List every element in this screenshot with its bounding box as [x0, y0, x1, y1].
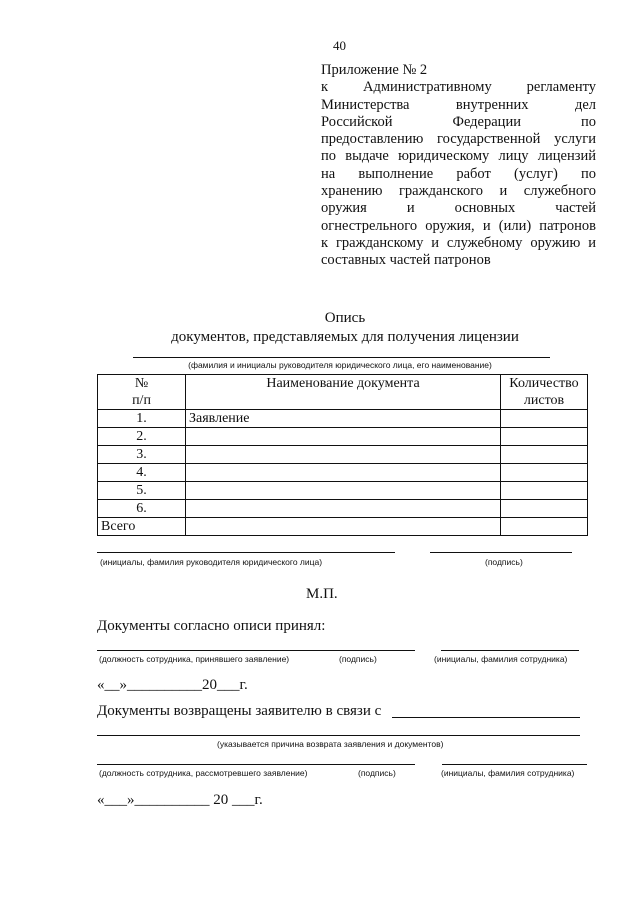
row-quantity: [501, 464, 588, 482]
table-row: [98, 482, 588, 500]
doc-title: Опись: [324, 310, 366, 326]
row-name: [186, 464, 501, 482]
row-number: 5.: [98, 482, 186, 500]
row-number: 1.: [98, 410, 186, 428]
returned-date: «___»__________ 20 ___г.: [97, 792, 263, 808]
table-row: [98, 428, 588, 446]
table-total-row: [98, 518, 588, 536]
head-sign-caption: (подпись): [485, 557, 523, 567]
row-quantity: [501, 500, 588, 518]
head-initials-line: [97, 552, 395, 553]
table-row: [98, 464, 588, 482]
row-quantity: [501, 410, 588, 428]
appendix-line: Министерства внутренних дел: [321, 96, 596, 113]
returned-reason-inline-line: [392, 717, 580, 718]
appendix-line: огнестрельного оружия, и (или) патронов: [321, 217, 596, 234]
accepted-position-line: [97, 650, 415, 651]
total-label: Всего: [98, 518, 186, 536]
appendix-line: на выполнение работ (услуг) по: [321, 165, 596, 182]
appendix-line: хранению гражданского и служебного: [321, 183, 596, 200]
row-number: 3.: [98, 446, 186, 464]
table-row: [98, 410, 588, 428]
row-quantity: [501, 446, 588, 464]
appendix-line: к гражданскому и служебному оружию и: [321, 234, 596, 251]
table-header-row: [98, 375, 588, 410]
page-number: 40: [333, 38, 346, 53]
appendix-line: к Административному регламенту: [321, 79, 596, 96]
appendix-line: Российской Федерации по: [321, 113, 596, 130]
returned-sign-caption: (подпись): [358, 768, 396, 778]
appendix-line: предоставлению государственной услуги: [321, 131, 596, 148]
org-caption: (фамилия и инициалы руководителя юридического лица, его наименование): [188, 360, 492, 370]
table-row: [98, 446, 588, 464]
returned-name-line: [442, 764, 587, 765]
table-row: [98, 500, 588, 518]
row-name: [186, 500, 501, 518]
row-quantity: [501, 482, 588, 500]
returned-position-caption: (должность сотрудника, рассмотревшего заявление): [99, 768, 308, 778]
accepted-date: «__»__________20___г.: [97, 677, 248, 693]
total-name: [186, 518, 501, 536]
header-quantity: Количество листов: [501, 375, 588, 410]
appendix-header: [321, 62, 596, 270]
row-number: 2.: [98, 428, 186, 446]
appendix-line: по выдаче юридическому лицу лицензий: [321, 148, 596, 165]
row-number: 6.: [98, 500, 186, 518]
accepted-name-line: [441, 650, 579, 651]
returned-name-caption: (инициалы, фамилия сотрудника): [441, 768, 575, 778]
returned-text: Документы возвращены заявителю в связи с: [97, 703, 382, 719]
head-sign-line: [430, 552, 572, 553]
head-initials-caption: (инициалы, фамилия руководителя юридического лица): [100, 557, 323, 567]
org-name-line: [133, 357, 550, 358]
row-number: 4.: [98, 464, 186, 482]
row-name: Заявление: [186, 410, 501, 428]
accepted-sign-caption: (подпись): [339, 654, 377, 664]
total-quantity: [501, 518, 588, 536]
appendix-line: составных частей патронов: [321, 252, 491, 269]
header-name: Наименование документа: [186, 375, 501, 410]
documents-table: [97, 374, 588, 536]
accepted-position-caption: (должность сотрудника, принявшего заявление): [99, 654, 290, 664]
appendix-title: Приложение № 2: [321, 62, 428, 78]
doc-subtitle: документов, представляемых для получения лицензии: [171, 329, 519, 345]
accepted-text: Документы согласно описи принял:: [97, 618, 326, 634]
row-name: [186, 482, 501, 500]
stamp-label: М.П.: [306, 586, 338, 602]
row-quantity: [501, 428, 588, 446]
appendix-line: оружия и основных частей: [321, 200, 596, 217]
header-number: № п/п: [98, 375, 186, 410]
row-name: [186, 446, 501, 464]
returned-reason-caption: (указывается причина возврата заявления и документов): [217, 739, 444, 749]
row-name: [186, 428, 501, 446]
returned-reason-line: [97, 735, 580, 736]
returned-position-line: [97, 764, 415, 765]
accepted-name-caption: (инициалы, фамилия сотрудника): [434, 654, 568, 664]
